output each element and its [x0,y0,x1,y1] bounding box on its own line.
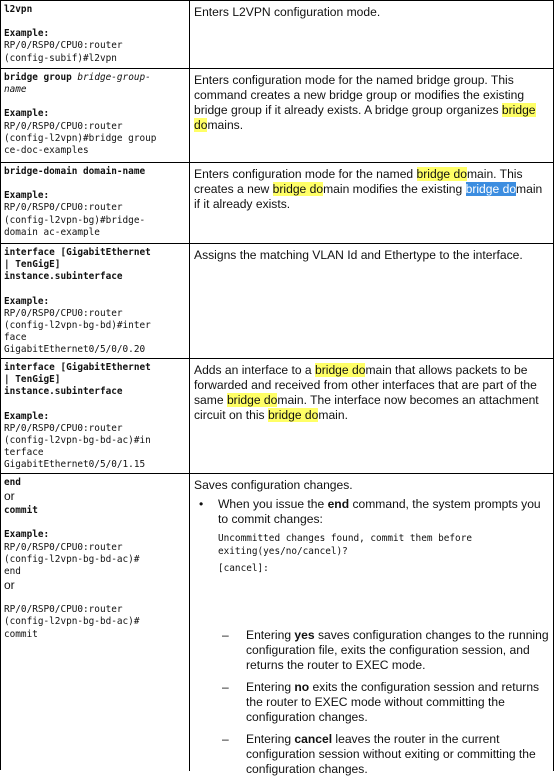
command-cell [1,69,190,162]
description-cell [190,163,554,243]
prompt-line: [cancel]: [218,563,269,574]
command-cell [1,359,190,473]
description-cell [190,69,554,162]
command-cell [1,163,190,243]
command-name: | TenGigE] [4,374,61,386]
table-row [1,69,554,163]
command-name: end [4,477,21,488]
prompt-line: Uncommitted changes found, commit them before [218,533,472,544]
description-text: main. The interface now becomes an attachment [277,393,539,407]
current-search-highlight: bridge do [465,182,517,196]
description-text: bridge group if it already exists. A bridge group organizes [194,103,502,117]
example-line: RP/0/RSP0/CPU0:router [4,604,123,616]
command-name: bridge group [4,72,72,83]
search-highlight: bridge do [267,408,319,422]
description-cell [190,244,554,358]
search-highlight: bridge [501,103,536,117]
example-line: (config-subif)#l2vpn [4,52,117,64]
example-label: Example: [4,190,50,202]
command-name: interface [GigabitEthernet [4,362,151,373]
example-line: RP/0/RSP0/CPU0:router [4,120,123,132]
command-name: commit [4,505,38,517]
table-row [1,244,554,359]
search-highlight: bridge do [315,363,366,377]
list-item: • When you issue the end command, the system prompts you to commit changes: [199,497,541,526]
command-name: instance.subinterface [4,271,123,283]
keyword: yes [294,627,315,642]
dash-icon: – [222,679,229,694]
example-line: (config-l2vpn-bg-bd-ac)# [4,553,140,565]
description-cell [190,1,554,68]
example-line: domain ac-example [4,226,100,238]
example-label: Example: [4,108,50,120]
command-cell [1,474,190,771]
description-text: circuit on this [194,408,268,422]
table-row [1,359,554,474]
example-line: RP/0/RSP0/CPU0:router [4,307,123,319]
prompt-block [218,533,550,576]
example-label: Example: [4,529,50,541]
table-row [1,163,554,244]
example-line: GigabitEthernet0/5/0/1.15 [4,459,146,471]
description-line: Saves configuration changes. [194,478,353,492]
description-text: mains. [207,118,244,132]
description-text: main [516,182,543,196]
example-line: (config-l2vpn-bg-bd-ac)# [4,616,140,628]
example-line: end [4,566,21,578]
description-text: Enters L2VPN configuration mode. [194,5,381,19]
description-line: forwarded and received from other interfaces that are part of the [194,378,537,392]
command-name: interface [GigabitEthernet [4,247,151,258]
command-name: instance.subinterface [4,386,123,398]
description-text: same [194,393,227,407]
example-label: Example: [4,410,50,422]
example-line: RP/0/RSP0/CPU0:router [4,422,123,434]
example-line: (config-l2vpn-bg-bd-ac)#in [4,435,151,447]
prompt-line: exiting(yes/no/cancel)? [218,545,348,557]
description-text: Enters configuration mode for the named [194,167,417,181]
keyword: no [294,679,310,694]
description-text: Assigns the matching VLAN Id and Ethertype to the interface. [194,248,523,262]
example-line: GigabitEthernet0/5/0/0.20 [4,344,146,356]
example-line: (config-l2vpn-bg)#bridge- [4,214,146,226]
command-argument: name [4,84,27,96]
description-cell [190,359,554,473]
keyword: end [327,497,350,511]
search-highlight: bridge do [272,182,324,196]
description-text: creates a new [194,182,273,196]
example-line: face [4,332,27,344]
example-line: RP/0/RSP0/CPU0:router [4,202,123,214]
description-text: main that allows packets to be [365,363,528,377]
description-text: Adds an interface to a [194,363,316,377]
list-item: – Entering yes saves configuration changes to the running configuration file, exits the configuration session, and returns the router to EXEC mode. [222,627,549,672]
keyword: cancel [294,731,333,746]
example-label: Example: [4,28,50,40]
description-line: Enters configuration mode for the named bridge group. This [194,73,514,87]
dash-icon: – [222,627,229,642]
command-cell [1,1,190,68]
description-text: main. This [466,167,523,181]
example-line: terface [4,447,44,459]
table-row [1,474,554,776]
example-line: commit [4,628,38,640]
description-cell [190,474,554,776]
bullet-icon: • [199,497,204,511]
dash-icon: – [222,731,229,746]
command-name: l2vpn [4,4,33,15]
command-name: bridge-domain domain-name [4,166,146,177]
table-row [1,1,554,69]
description-line: if it already exists. [194,197,291,211]
description-line: command creates a new bridge group or modifies the existing [194,88,525,102]
example-line: (config-l2vpn-bg-bd)#inter [4,320,151,332]
list-item: – Entering cancel leaves the router in the current configuration session without exiting or committing the configuration changes. [222,731,536,776]
search-highlight: bridge do [226,393,278,407]
example-label: Example: [4,295,50,307]
list-item: – Entering no exits the configuration session and returns the router to EXEC mode without committing the configuration changes. [222,679,540,724]
description-text: main. [318,408,348,422]
command-cell [1,244,190,358]
search-highlight: do [194,118,208,132]
command-argument: bridge-group- [77,72,151,83]
example-line: RP/0/RSP0/CPU0:router [4,541,123,553]
or-label: or [4,578,15,593]
search-highlight: bridge do [416,167,467,181]
example-line: RP/0/RSP0/CPU0:router [4,40,123,52]
command-name: | TenGigE] [4,259,61,271]
example-line: ce-doc-examples [4,145,89,157]
or-label: or [4,489,15,504]
description-text: main modifies the existing [323,182,466,196]
example-line: (config-l2vpn)#bridge group [4,132,157,144]
